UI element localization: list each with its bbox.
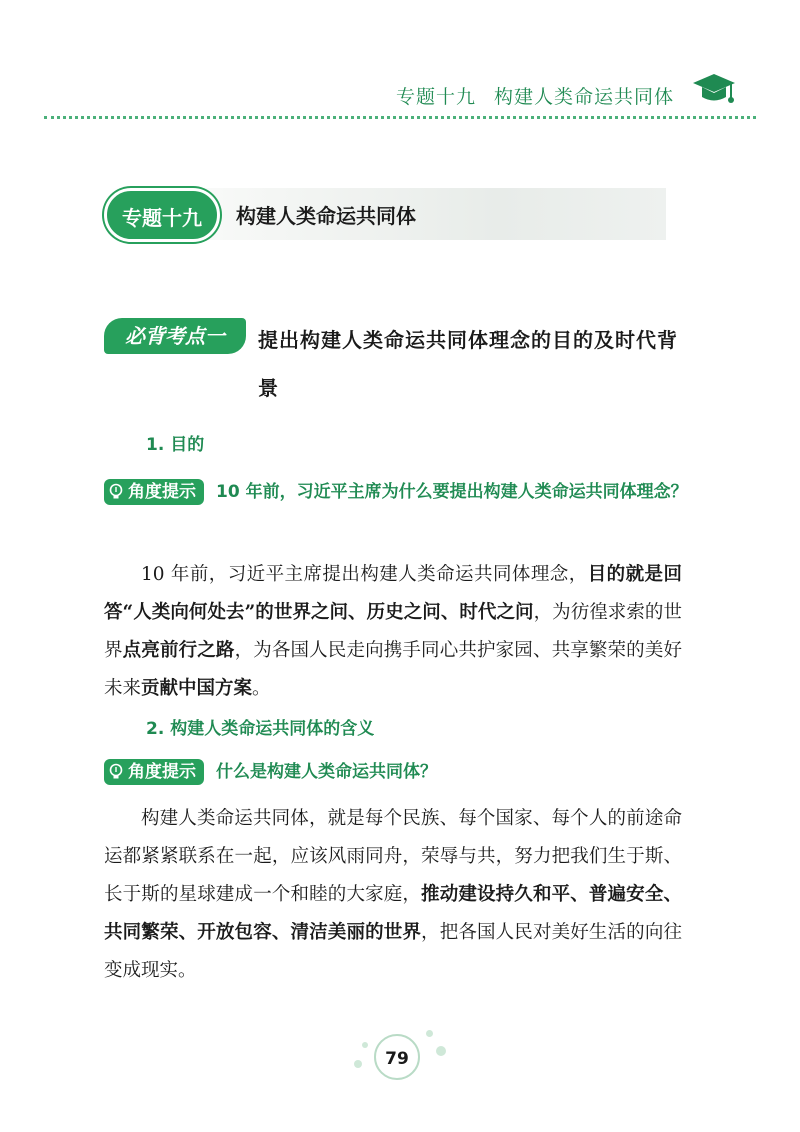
text-run: 10 年前，习近平主席提出构建人类命运共同体理念， (141, 564, 588, 585)
paragraph-meaning (104, 800, 682, 990)
angle-hint-2 (104, 754, 700, 790)
bold-run: 点亮前行之路 (122, 640, 235, 661)
lightbulb-icon (108, 483, 124, 501)
text-run: ，为彷徨求索的世界 (104, 602, 682, 661)
decor-dot (436, 1046, 446, 1056)
angle-hint-1 (104, 474, 700, 510)
text-run: ，为各国人民走向携手同心共护家园、共享繁荣的美好未来 (104, 640, 682, 699)
graduation-cap-icon (692, 72, 736, 108)
decor-dot (426, 1030, 433, 1037)
lightbulb-icon (108, 763, 124, 781)
hint-badge (104, 479, 204, 505)
header-topic-no: 专题十九 (396, 86, 477, 108)
page-number: 79 (374, 1034, 420, 1080)
hint-badge-label: 角度提示 (128, 762, 196, 782)
bold-run: 贡献中国方案 (141, 678, 253, 699)
hint-badge (104, 759, 204, 785)
page-number-decoration (340, 1020, 460, 1090)
hint-question: 10 年前，习近平主席为什么要提出构建人类命运共同体理念？ (216, 482, 688, 502)
paragraph-purpose (104, 556, 682, 708)
text-run: 构建人类命运共同体，就是每个民族、每个国家、每个人的前途命运都紧紧联系在一起，应该风雨同舟，荣辱与共，努力把我们生于斯、长于斯的星球建成一个和睦的大家庭， (104, 808, 682, 905)
decor-dot (362, 1042, 368, 1048)
bold-run: 推动建设持久和平、普遍安全、共同繁荣、开放包容、清洁美丽的世界 (104, 884, 682, 943)
topic-badge: 专题十九 (104, 188, 220, 242)
header-topic-name: 构建人类命运共同体 (494, 86, 675, 108)
section-heading-purpose: 1. 目的 (146, 435, 205, 455)
section-heading-meaning: 2. 构建人类命运共同体的含义 (146, 719, 375, 739)
text-run: ，把各国人民对美好生活的向往变成现实。 (104, 922, 682, 981)
text-run: 。 (252, 678, 271, 699)
bold-run: 目的就是回答“人类向何处去”的世界之问、历史之问、时代之问 (104, 564, 682, 623)
header-divider (44, 116, 756, 119)
decor-dot (354, 1060, 362, 1068)
key-point-title: 提出构建人类命运共同体理念的目的及时代背景 (258, 328, 678, 400)
key-point-badge: 必背考点一 (104, 318, 246, 354)
running-header (396, 82, 674, 109)
topic-title: 构建人类命运共同体 (236, 204, 416, 228)
hint-badge-label: 角度提示 (128, 482, 196, 502)
hint-question: 什么是构建人类命运共同体？ (216, 762, 437, 782)
